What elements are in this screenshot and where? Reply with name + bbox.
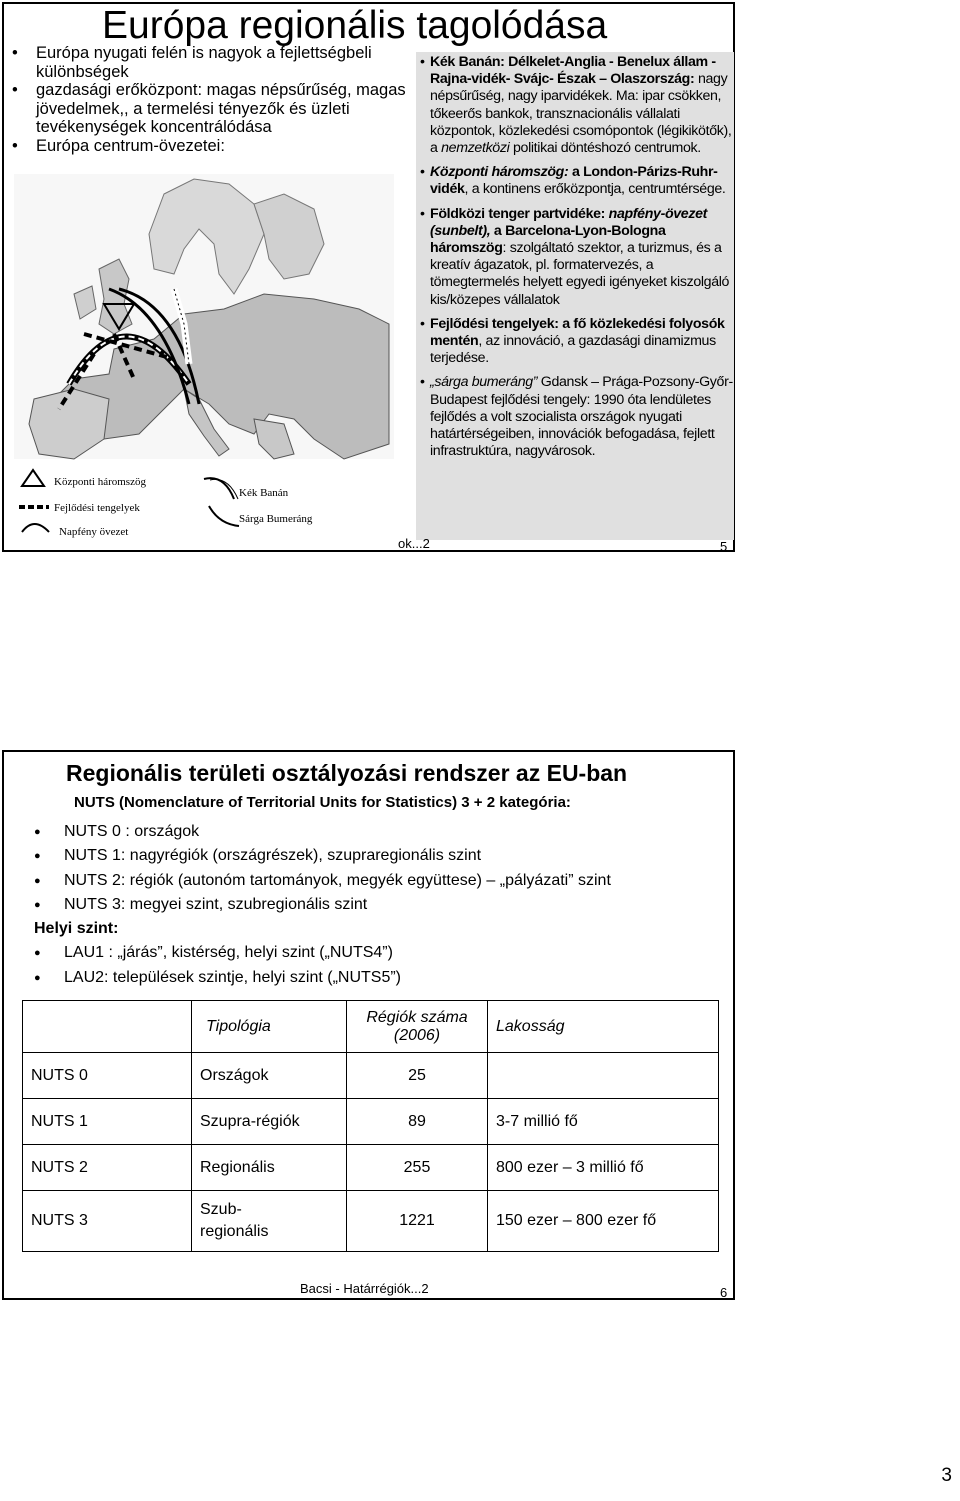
bullet-item: • Európa centrum-övezetei: [10,137,410,156]
slide-subtitle: NUTS (Nomenclature of Territorial Units for Statistics) 3 + 2 kategória: [74,794,571,811]
table-cell: NUTS 0 [23,1053,192,1099]
table-header-row [23,1001,719,1053]
slide-title: Regionális területi osztályozási rendszer az EU-ban [66,760,628,786]
slide-number: 5 [720,539,728,554]
table-cell: 89 [347,1099,488,1145]
table-cell [488,1053,719,1099]
table-cell: 1221 [347,1191,488,1252]
header-cell: Lakosság [488,1001,719,1053]
slide-europe-regions [2,2,735,552]
table-cell: Szupra-régiók [192,1099,347,1145]
list-item: ● NUTS 0 : országok [34,820,724,844]
local-level-heading: Helyi szint: [34,920,119,938]
map-legend [19,470,313,538]
header-cell: Tipológia [192,1001,347,1053]
info-text [420,54,734,467]
info-paragraph: • „sárga bumeráng” Gdansk – Prága-Pozsony-Győr-Budapest fejlődési tengely: 1990 óta lendületes fejlődés a volt szocialista országok nyugati határtérségeiben, innovációk befogadása, fejlett infrastruktúra, nagyvárosok. [420,374,733,460]
bullet-item: • Európa nyugati felén is nagyok a fejlettségbeli különbségek [10,44,410,81]
legend-boomerang-label: Sárga Bumeráng [239,513,313,525]
table-cell: NUTS 2 [23,1145,192,1191]
legend-axes-label: Fejlődési tengelyek [54,502,140,514]
slide-footer: ok...2 [398,536,430,551]
slide-footer: Bacsi - Határrégiók...2 [300,1281,429,1296]
slide-title: Európa regionális tagolódása [102,4,608,47]
list-item: ● NUTS 1: nagyrégiók (országrészek), szupraregionális szint [34,844,724,868]
list-item: ● NUTS 3: megyei szint, szubregionális szint [34,893,724,917]
table-cell: 800 ezer – 3 millió fő [488,1145,719,1191]
info-paragraph: • Központi háromszög: a London-Párizs-Ruhr-vidék, a kontinens erőközpontja, centrumtérsége. [420,164,726,198]
table-cell: 25 [347,1053,488,1099]
nuts-bullet-list [34,820,724,990]
list-item: ● NUTS 2: régiók (autonóm tartományok, megyék együttese) – „pályázati” szint [34,869,724,893]
page-number: 3 [941,1465,952,1486]
table-cell: 255 [347,1145,488,1191]
header-cell: Régiók száma (2006) [347,1001,488,1053]
slide-nuts-system [2,750,735,1300]
table-cell: NUTS 3 [23,1191,192,1252]
info-paragraph: • Kék Banán: Délkelet-Anglia - Benelux állam - Rajna-vidék- Svájc- Észak – Olaszország: nagy népsűrűség, nagy iparvidékek. Ma: ipar csökken, tőkeerős bankok, transznacionális vállalati központok, közlekedési csomópontok (légikikötők), a nemzetközi politikai döntéshozó centrumok. [420,54,732,157]
table-cell: Szub- regionális [192,1191,347,1252]
bullet-item: • gazdasági erőközpont: magas népsűrűség, magas jövedelmek,, a termelési tényezők és üzleti tevékenységek koncentrálódása [10,81,410,137]
info-paragraph: • Földközi tenger partvidéke: napfény-övezet (sunbelt), a Barcelona-Lyon-Bologna háromszög: szolgáltató szektor, a turizmus, és a kreatív ágazatok, pl. formatervezés, a tömegtermelés helyett egyedi igényeket kiszolgáló kis/közepes vállalatok [420,205,730,308]
table-cell: Regionális [192,1145,347,1191]
table-cell: NUTS 1 [23,1099,192,1145]
table-cell: 150 ezer – 800 ezer fő [488,1191,719,1252]
nuts-table [22,1000,719,1252]
info-panel [416,52,734,540]
list-item: ● LAU1 : „járás”, kistérség, helyi szint („NUTS4”) [34,941,724,965]
table-cell: Országok [192,1053,347,1099]
table-row [23,1099,719,1145]
table-row [23,1145,719,1191]
left-bullet-list [10,44,410,155]
table-row [23,1191,719,1252]
list-item: ● LAU2: települések szintje, helyi szint („NUTS5”) [34,966,724,990]
legend-triangle-label: Központi háromszög [54,476,146,488]
table-row [23,1053,719,1099]
table-cell: 3-7 millió fő [488,1099,719,1145]
europe-map [14,174,394,544]
info-paragraph: • Fejlődési tengelyek: a fő közlekedési folyosók mentén, az innováció, a gazdasági dinamizmus terjedése. [420,315,725,367]
legend-banana-label: Kék Banán [239,487,289,499]
header-cell [23,1001,192,1053]
legend-sunbelt-label: Napfény övezet [59,526,129,538]
slide-number: 6 [720,1285,728,1300]
